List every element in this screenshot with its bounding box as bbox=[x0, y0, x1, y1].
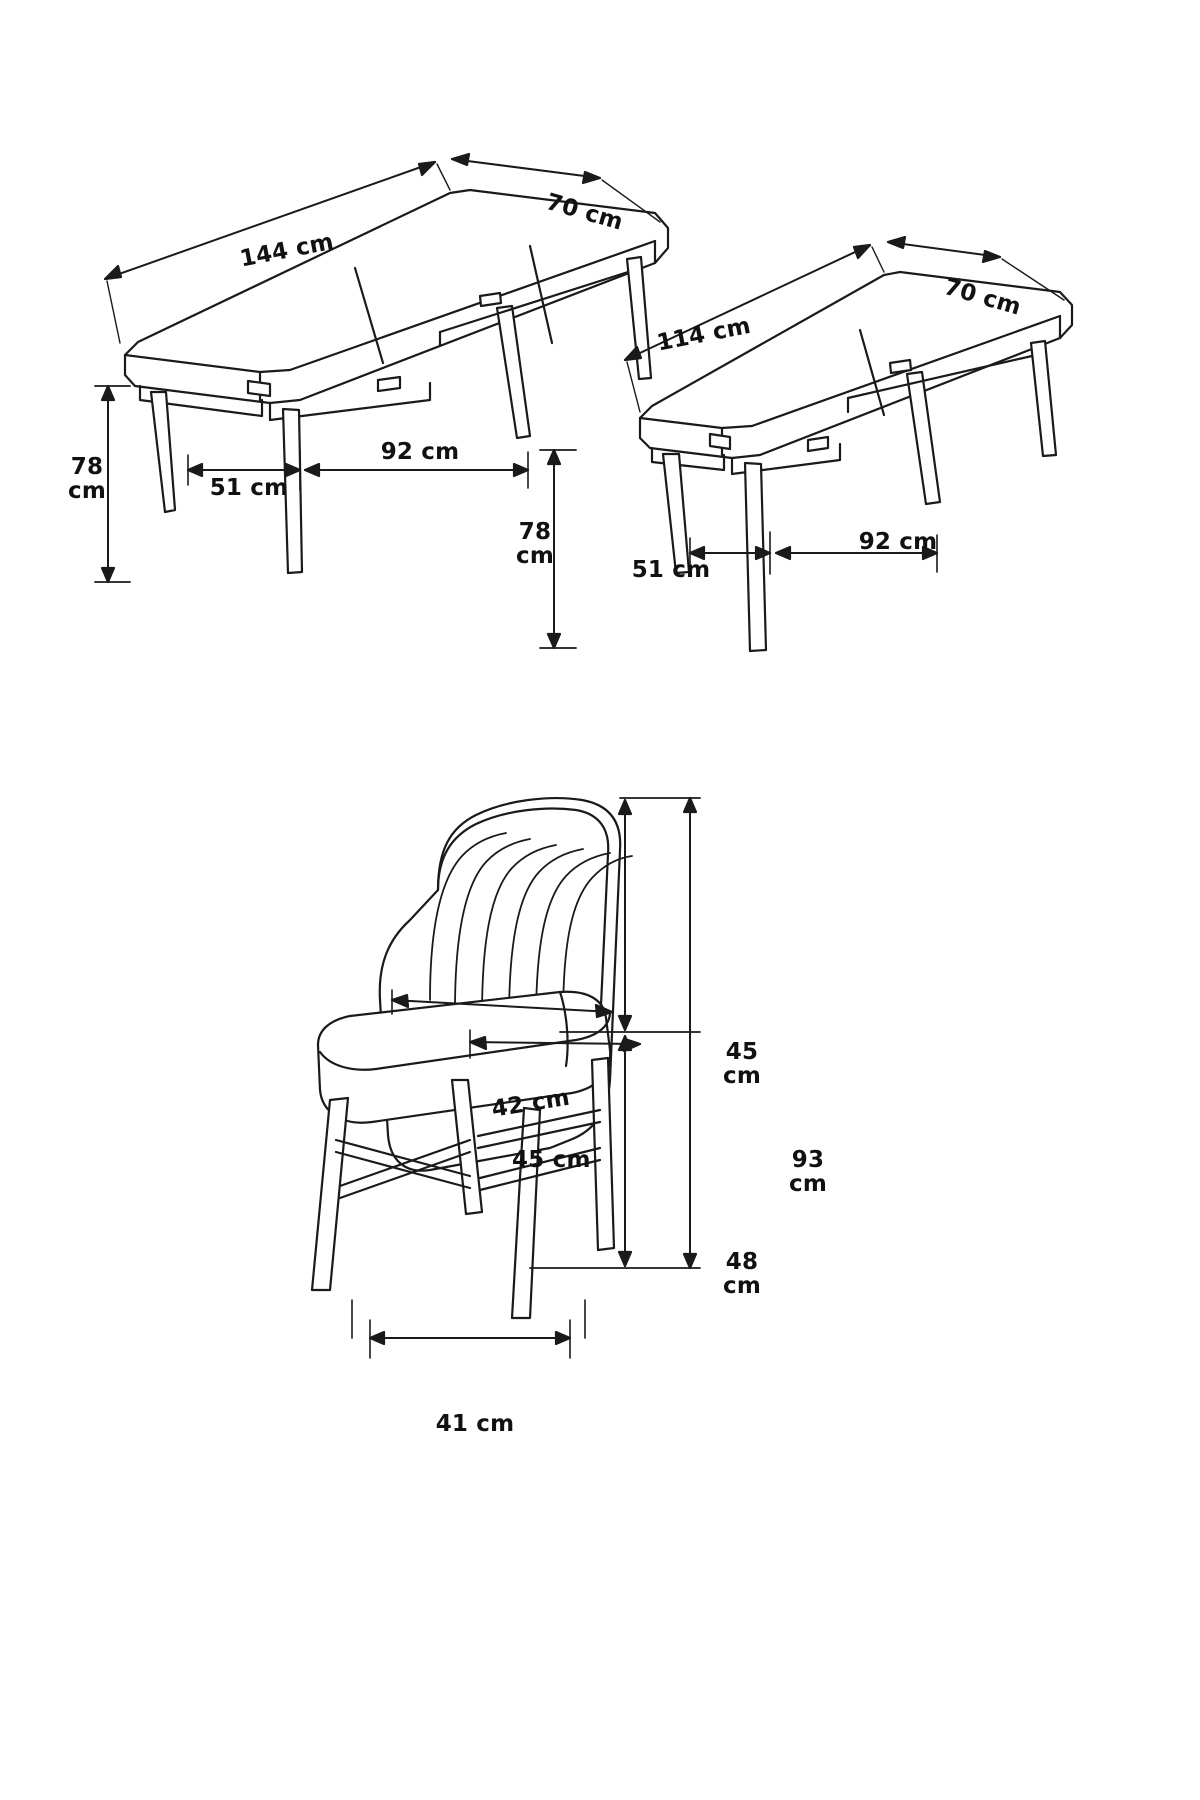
dim-label-chair-seat-width: 45 cm bbox=[512, 1147, 591, 1173]
dim-label-chair-base-width: 41 cm bbox=[435, 1411, 515, 1437]
dim-label-chair-back-height: 45 cm bbox=[723, 1039, 761, 1090]
dim-label-table-closed-height: 78 cm bbox=[516, 519, 554, 570]
figure-chair bbox=[312, 798, 700, 1358]
dim-label-chair-seat-height: 48 cm bbox=[723, 1249, 761, 1300]
dim-label-table-extended-width: 144 cm bbox=[237, 228, 336, 273]
dim-label-table-closed-leg-span-long: 92 cm bbox=[858, 529, 938, 555]
dim-label-table-closed-depth: 70 cm bbox=[941, 274, 1024, 321]
dim-label-table-extended-leg-span-short: 51 cm bbox=[209, 475, 289, 501]
dim-label-table-extended-leg-span-long: 92 cm bbox=[380, 439, 460, 465]
dim-label-table-closed-leg-span-short: 51 cm bbox=[631, 557, 711, 583]
dim-label-table-closed-width: 114 cm bbox=[654, 312, 753, 357]
dim-label-chair-total-height: 93 cm bbox=[789, 1147, 827, 1198]
dim-label-table-extended-depth: 70 cm bbox=[543, 189, 626, 236]
dim-label-table-extended-height: 78 cm bbox=[68, 454, 106, 505]
dim-label-chair-seat-depth: 42 cm bbox=[489, 1084, 572, 1123]
